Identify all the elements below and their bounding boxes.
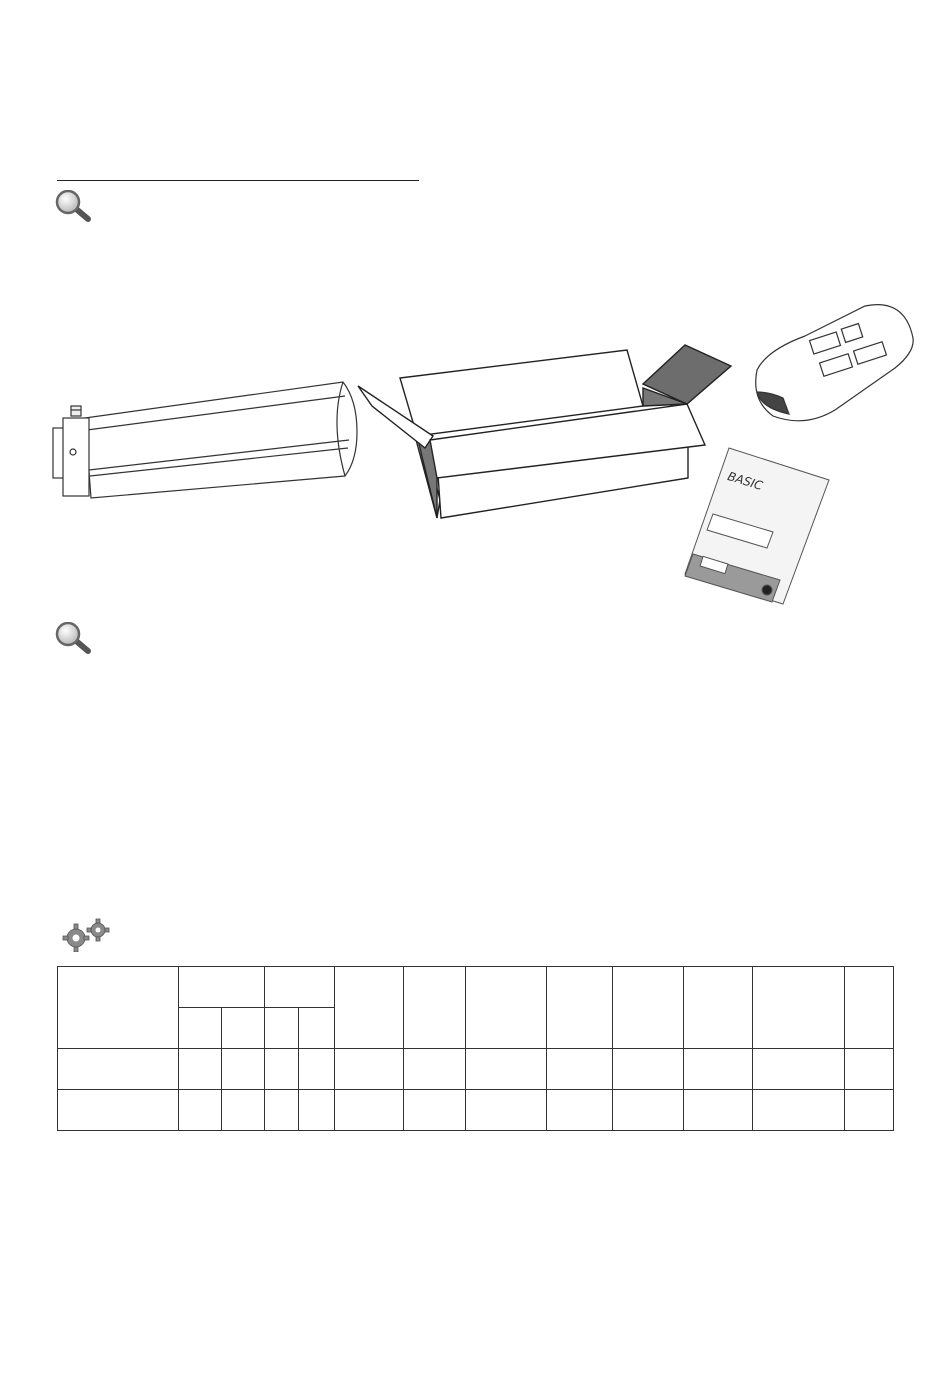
packaging-box-drawing bbox=[358, 345, 731, 518]
specifications-table bbox=[57, 966, 894, 1131]
package-contents-illustration bbox=[45, 300, 925, 610]
table-subheader-cell bbox=[179, 1008, 222, 1049]
table-header-cell bbox=[684, 967, 753, 1049]
table-header-cell bbox=[404, 967, 466, 1049]
section-rule bbox=[57, 180, 419, 181]
table-header-cell bbox=[613, 967, 684, 1049]
table-header-cell bbox=[547, 967, 613, 1049]
table-header-cell bbox=[335, 967, 404, 1049]
table-row bbox=[58, 1090, 894, 1131]
table-subheader-cell bbox=[265, 1008, 299, 1049]
gears-icon bbox=[62, 918, 112, 952]
table-header-cell bbox=[58, 967, 179, 1049]
table-header-cell bbox=[753, 967, 845, 1049]
table-subheader-cell bbox=[222, 1008, 265, 1049]
magnifier-icon bbox=[53, 190, 93, 224]
table-header-cell bbox=[845, 967, 894, 1049]
motor-unit-drawing bbox=[53, 382, 357, 498]
manual-booklet-drawing bbox=[685, 448, 829, 604]
table-row bbox=[58, 1049, 894, 1090]
table-header-cell bbox=[466, 967, 547, 1049]
table-header-cell bbox=[265, 967, 335, 1008]
remote-control-drawing bbox=[756, 305, 913, 421]
svg-text:BASIC: BASIC bbox=[725, 469, 765, 493]
table-subheader-cell bbox=[299, 1008, 335, 1049]
table-header-cell bbox=[179, 967, 265, 1008]
magnifier-icon bbox=[53, 622, 93, 656]
